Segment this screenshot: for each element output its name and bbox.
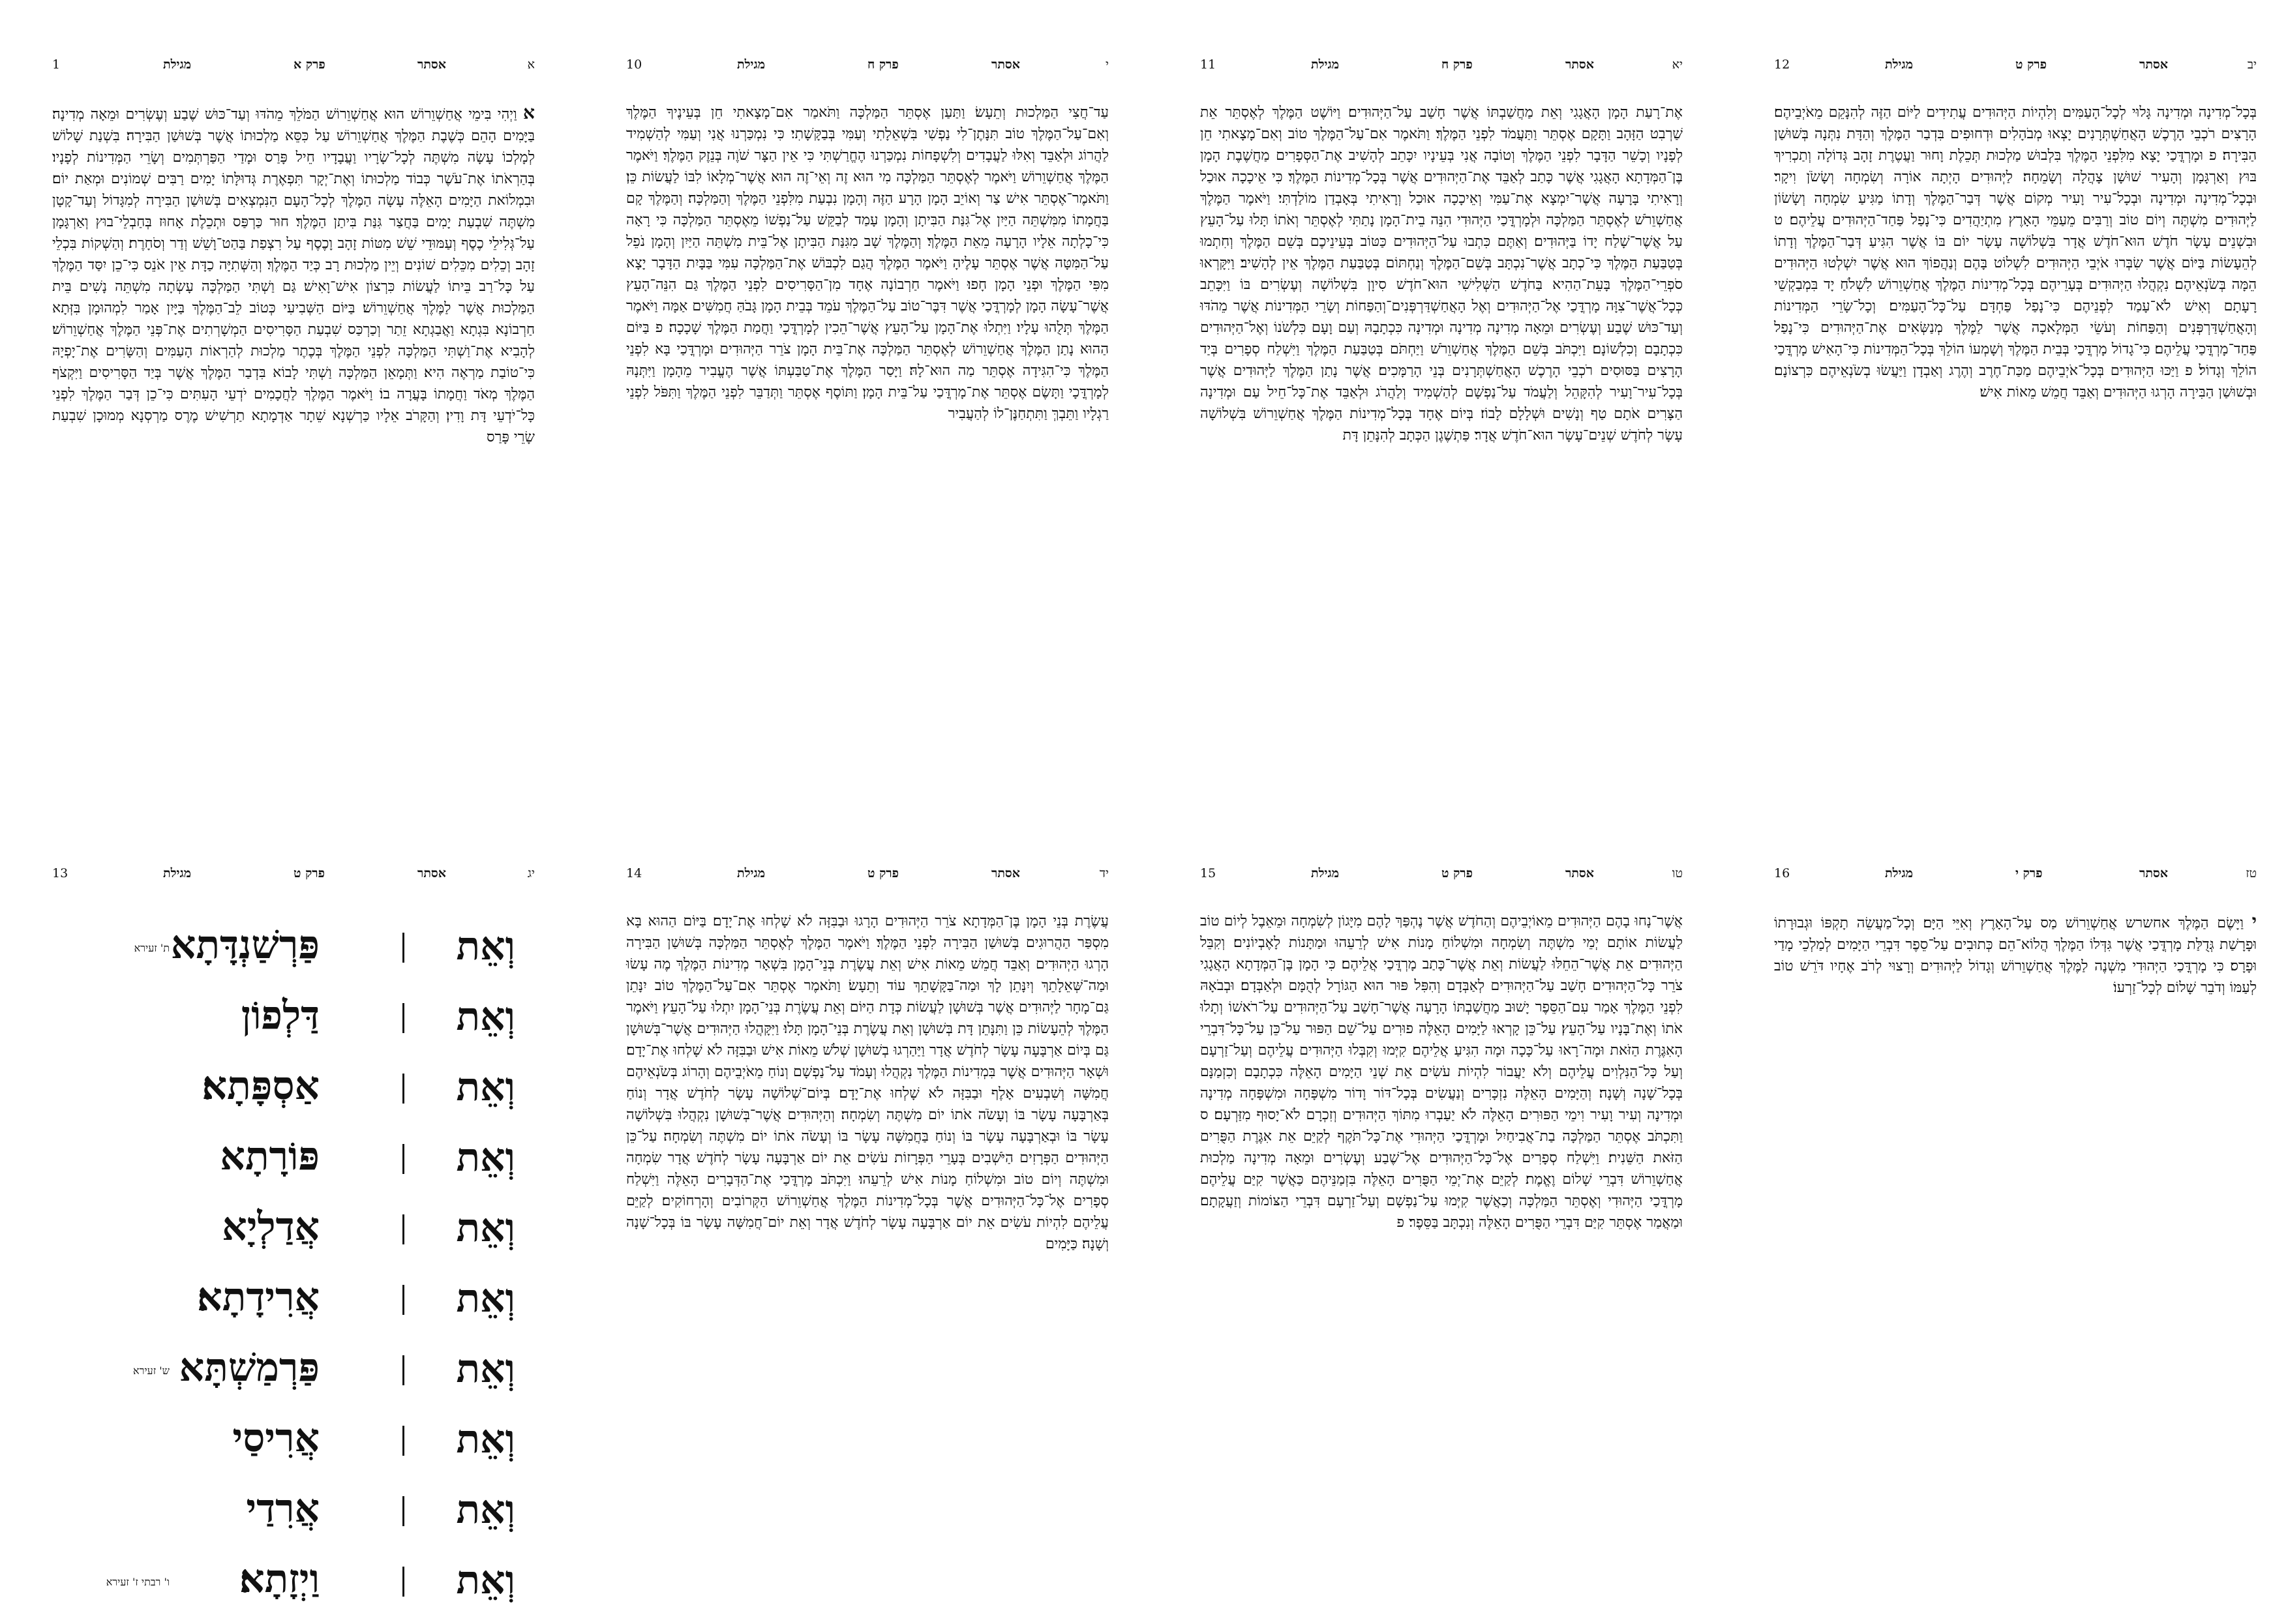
chapter-mark: י bbox=[2251, 910, 2257, 932]
son-row bbox=[52, 1131, 535, 1201]
text-column bbox=[626, 910, 1109, 1255]
veet-word: וְאֵת bbox=[456, 1487, 515, 1533]
chapter-label: פרק י bbox=[2015, 866, 2043, 880]
separator-bar bbox=[402, 1355, 404, 1385]
son-row bbox=[52, 920, 535, 990]
book-label: מגילת bbox=[737, 57, 765, 72]
hebrew-page-number: יד bbox=[1099, 866, 1109, 880]
veet-word: וְאֵת bbox=[456, 1205, 515, 1251]
scroll-label: אסתר bbox=[417, 57, 446, 72]
hebrew-page-number: טז bbox=[2246, 866, 2257, 880]
separator-bar bbox=[402, 1496, 404, 1526]
masoretic-note: ו' רבתי ז' זעירא bbox=[106, 1576, 170, 1588]
separator-bar bbox=[402, 933, 404, 963]
veet-word: וְאֵת bbox=[456, 994, 515, 1040]
hebrew-page-number: א bbox=[527, 57, 535, 72]
son-row bbox=[52, 1201, 535, 1272]
son-row bbox=[52, 990, 535, 1060]
book-label: מגילת bbox=[163, 866, 191, 880]
veet-word: וְאֵת bbox=[456, 1417, 515, 1462]
book-label: מגילת bbox=[1311, 866, 1339, 880]
verse-text: עַד־חֲצִי הַמַּלְכוּת וְתֵעָשׂ׃ וַתַּעַן אֶסְתֵּר הַמַּלְכָּה וַתֹּאמַר אִם־מָצָאתִי חֵן בְּעֵינֶיךָ הַמֶּלֶךְ וְאִם־עַל־הַמֶּלֶךְ טוֹב תִּנָּתֶן־לִי נַפְשִׁי בִּשְׁאֵלָתִי וְעַמִּי בְּבַקָּשָׁתִי׃ כִּי נִמְכַּרְנוּ אֲנִי וְעַמִּי לְהַשְׁמִיד לַהֲרוֹג וּלְאַבֵּד וְאִלּוּ לַעֲבָדִים וְלִשְׁפָחוֹת נִמְכַּרְנוּ הֶחֱרַשְׁתִּי כִּי אֵין הַצָּר שֹׁוֶה בְּנֵזֶק הַמֶּלֶךְ׃ וַיֹּאמֶר הַמֶּלֶךְ אֲחַשְׁוֵרוֹשׁ וַיֹּאמֶר לְאֶסְתֵּר הַמַּלְכָּה מִי הוּא זֶה וְאֵי־זֶה הוּא אֲשֶׁר־מְלָאוֹ לִבּוֹ לַעֲשׂוֹת כֵּן׃ וַתֹּאמֶר־אֶסְתֵּר אִישׁ צַר וְאוֹיֵב הָמָן הָרָע הַזֶּה וְהָמָן נִבְעַת מִלִּפְנֵי הַמֶּלֶךְ וְהַמַּלְכָּה׃ וְהַמֶּלֶךְ קָם בַּחֲמָתוֹ מִמִּשְׁתֵּה הַיַּיִן אֶל־גִּנַּת הַבִּיתָן וְהָמָן עָמַד לְבַקֵּשׁ עַל־נַפְשׁוֹ מֵאֶסְתֵּר הַמַּלְכָּה כִּי רָאָה כִּי־כָלְתָה אֵלָיו הָרָעָה מֵאֵת הַמֶּלֶךְ׃ וְהַמֶּלֶךְ שָׁב מִגִּנַּת הַבִּיתָן אֶל־בֵּית מִשְׁתֵּה הַיַּיִן וְהָמָן נֹפֵל עַל־הַמִּטָּה אֲשֶׁר אֶסְתֵּר עָלֶיהָ וַיֹּאמֶר הַמֶּלֶךְ הֲגַם לִכְבּוֹשׁ אֶת־הַמַּלְכָּה עִמִּי בַּבָּיִת הַדָּבָר יָצָא מִפִּי הַמֶּלֶךְ וּפְנֵי הָמָן חָפוּ׃ וַיֹּאמֶר חַרְבוֹנָה אֶחָד מִן־הַסָּרִיסִים לִפְנֵי הַמֶּלֶךְ גַּם הִנֵּה־הָעֵץ אֲשֶׁר־עָשָׂה הָמָן לְמָרְדֳּכַי אֲשֶׁר דִּבֶּר־טוֹב עַל־הַמֶּלֶךְ עֹמֵד בְּבֵית הָמָן גָּבֹהַּ חֲמִשִּׁים אַמָּה וַיֹּאמֶר הַמֶּלֶךְ תְּלֻהוּ עָלָיו׃ וַיִּתְלוּ אֶת־הָמָן עַל־הָעֵץ אֲשֶׁר־הֵכִין לְמָרְדֳּכָי וַחֲמַת הַמֶּלֶךְ שָׁכָכָה׃ פ בַּיּוֹם הַהוּא נָתַן הַמֶּלֶךְ אֲחַשְׁוֵרוֹשׁ לְאֶסְתֵּר הַמַּלְכָּה אֶת־בֵּית הָמָן צֹרֵר הַיְּהוּדִים וּמָרְדֳּכַי בָּא לִפְנֵי הַמֶּלֶךְ כִּי־הִגִּידָה אֶסְתֵּר מַה הוּא־לָהּ׃ וַיָּסַר הַמֶּלֶךְ אֶת־טַבַּעְתּוֹ אֲשֶׁר הֶעֱבִיר מֵהָמָן וַיִּתְּנָהּ לְמָרְדֳּכָי וַתָּשֶׂם אֶסְתֵּר אֶת־מָרְדֳּכַי עַל־בֵּית הָמָן׃ וַתּוֹסֶף אֶסְתֵּר וַתְּדַבֵּר לִפְנֵי הַמֶּלֶךְ וַתִּפֹּל לִפְנֵי רַגְלָיו וַתֵּבְךְּ וַתִּתְחַנֶּן־לוֹ לְהַעֲבִיר bbox=[626, 104, 1109, 422]
scroll-label: אסתר bbox=[2139, 57, 2168, 72]
page-11 bbox=[1200, 52, 1683, 446]
page-header bbox=[52, 52, 535, 78]
verse-text: וַיְהִי בִּימֵי אֲחַשְׁוֵרוֹשׁ הוּא אֲחַשְׁוֵרוֹשׁ הַמֹּלֵךְ מֵהֹדּוּ וְעַד־כּוּשׁ שֶׁבַע וְעֶשְׂרִים וּמֵאָה מְדִינָה׃ בַּיָּמִים הָהֵם כְּשֶׁבֶת הַמֶּלֶךְ אֲחַשְׁוֵרוֹשׁ עַל כִּסֵּא מַלְכוּתוֹ אֲשֶׁר בְּשׁוּשַׁן הַבִּירָה׃ בִּשְׁנַת שָׁלוֹשׁ לְמָלְכוֹ עָשָׂה מִשְׁתֶּה לְכָל־שָׂרָיו וַעֲבָדָיו חֵיל פָּרַס וּמָדַי הַפַּרְתְּמִים וְשָׂרֵי הַמְּדִינוֹת לְפָנָיו׃ בְּהַרְאֹתוֹ אֶת־עֹשֶׁר כְּבוֹד מַלְכוּתוֹ וְאֶת־יְקָר תִּפְאֶרֶת גְּדוּלָּתוֹ יָמִים רַבִּים שְׁמוֹנִים וּמְאַת יוֹם׃ וּבִמְלוֹאת הַיָּמִים הָאֵלֶּה עָשָׂה הַמֶּלֶךְ לְכָל־הָעָם הַנִּמְצְאִים בְּשׁוּשַׁן הַבִּירָה לְמִגָּדוֹל וְעַד־קָטָן מִשְׁתֶּה שִׁבְעַת יָמִים בַּחֲצַר גִּנַּת בִּיתַן הַמֶּלֶךְ׃ חוּר כַּרְפַּס וּתְכֵלֶת אָחוּז בְּחַבְלֵי־בוּץ וְאַרְגָּמָן עַל־גְּלִילֵי כֶסֶף וְעַמּוּדֵי שֵׁשׁ מִטּוֹת זָהָב וָכֶסֶף עַל רִצְפַת בַּהַט־וָשֵׁשׁ וְדַר וְסֹחָרֶת׃ וְהַשְׁקוֹת בִּכְלֵי זָהָב וְכֵלִים מִכֵּלִים שׁוֹנִים וְיֵין מַלְכוּת רָב כְּיַד הַמֶּלֶךְ׃ וְהַשְּׁתִיָּה כַדָּת אֵין אֹנֵס כִּי־כֵן יִסַּד הַמֶּלֶךְ עַל כָּל־רַב בֵּיתוֹ לַעֲשׂוֹת כִּרְצוֹן אִישׁ־וָאִישׁ׃ גַּם וַשְׁתִּי הַמַּלְכָּה עָשְׂתָה מִשְׁתֵּה נָשִׁים בֵּית הַמַּלְכוּת אֲשֶׁר לַמֶּלֶךְ אֲחַשְׁוֵרוֹשׁ׃ בַּיּוֹם הַשְּׁבִיעִי כְּטוֹב לֵב־הַמֶּלֶךְ בַּיָּיִן אָמַר לִמְהוּמָן בִּזְּתָא חַרְבוֹנָא בִּגְתָא וַאֲבַגְתָא זֵתַר וְכַרְכַּס שִׁבְעַת הַסָּרִיסִים הַמְשָׁרְתִים אֶת־פְּנֵי הַמֶּלֶךְ אֲחַשְׁוֵרוֹשׁ׃ לְהָבִיא אֶת־וַשְׁתִּי הַמַּלְכָּה לִפְנֵי הַמֶּלֶךְ בְּכֶתֶר מַלְכוּת לְהַרְאוֹת הָעַמִּים וְהַשָּׂרִים אֶת־יָפְיָהּ כִּי־טוֹבַת מַרְאֶה הִיא׃ וַתְּמָאֵן הַמַּלְכָּה וַשְׁתִּי לָבוֹא בִּדְבַר הַמֶּלֶךְ אֲשֶׁר בְּיַד הַסָּרִיסִים וַיִּקְצֹף הַמֶּלֶךְ מְאֹד וַחֲמָתוֹ בָּעֲרָה בוֹ׃ וַיֹּאמֶר הַמֶּלֶךְ לַחֲכָמִים יֹדְעֵי הָעִתִּים כִּי־כֵן דְּבַר הַמֶּלֶךְ לִפְנֵי כָּל־יֹדְעֵי דָּת וָדִין׃ וְהַקָּרֹב אֵלָיו כַּרְשְׁנָא שֵׁתָר אַדְמָתָא תַרְשִׁישׁ מֶרֶס מַרְסְנָא מְמוּכָן שִׁבְעַת שָׂרֵי פָּרַס bbox=[52, 106, 535, 445]
page-14 bbox=[626, 861, 1109, 1255]
son-name: פּוֹרָתָא bbox=[220, 1134, 320, 1179]
page-15 bbox=[1200, 861, 1683, 1233]
page-header bbox=[1200, 861, 1683, 887]
scroll-label: אסתר bbox=[1565, 57, 1594, 72]
book-label: מגילת bbox=[737, 866, 765, 880]
son-name: אֲרִידָתָא׃ bbox=[197, 1274, 320, 1320]
book-label: מגילת bbox=[1885, 57, 1913, 72]
book-label: מגילת bbox=[163, 57, 191, 72]
text-column bbox=[1200, 102, 1683, 446]
separator-bar bbox=[402, 1144, 404, 1174]
scroll-label: אסתר bbox=[991, 57, 1020, 72]
chapter-label: פרק ט bbox=[2015, 57, 2047, 72]
page-1 bbox=[52, 52, 535, 448]
chapter-label: פרק ח bbox=[1441, 57, 1473, 72]
page-header bbox=[626, 861, 1109, 887]
page-header bbox=[1200, 52, 1683, 78]
page-header bbox=[626, 52, 1109, 78]
text-column bbox=[52, 102, 535, 448]
chapter-mark: א bbox=[523, 102, 535, 123]
page-number: 13 bbox=[52, 866, 68, 880]
sons-of-haman-list bbox=[52, 920, 535, 1624]
scroll-label: אסתר bbox=[991, 866, 1020, 880]
son-row bbox=[52, 1413, 535, 1483]
veet-word: וְאֵת bbox=[456, 1557, 515, 1603]
page-number: 14 bbox=[626, 866, 642, 880]
masoretic-note: ת' זעירא bbox=[134, 942, 170, 954]
scroll-label: אסתר bbox=[1565, 866, 1594, 880]
scroll-label: אסתר bbox=[2139, 866, 2168, 880]
masoretic-note: ש' זעירא bbox=[133, 1364, 170, 1377]
chapter-label: פרק ח bbox=[867, 57, 899, 72]
text-column bbox=[1200, 910, 1683, 1233]
verse-text: עֲשֶׂרֶת בְּנֵי הָמָן בֶּן־הַמְּדָתָא צֹרֵר הַיְּהוּדִים הָרָגוּ וּבַבִּזָּה לֹא שָׁלְחוּ אֶת־יָדָם׃ בַּיּוֹם הַהוּא בָּא מִסְפַּר הַהֲרוּגִים בְּשׁוּשַׁן הַבִּירָה לִפְנֵי הַמֶּלֶךְ׃ וַיֹּאמֶר הַמֶּלֶךְ לְאֶסְתֵּר הַמַּלְכָּה בְּשׁוּשַׁן הַבִּירָה הָרְגוּ הַיְּהוּדִים וְאַבֵּד חֲמֵשׁ מֵאוֹת אִישׁ וְאֵת עֲשֶׂרֶת בְּנֵי־הָמָן בִּשְׁאָר מְדִינוֹת הַמֶּלֶךְ מֶה עָשׂוּ וּמַה־שְּׁאֵלָתֵךְ וְיִנָּתֵן לָךְ וּמַה־בַּקָּשָׁתֵךְ עוֹד וְתֵעָשׂ׃ וַתֹּאמֶר אֶסְתֵּר אִם־עַל־הַמֶּלֶךְ טוֹב יִנָּתֵן גַּם־מָחָר לַיְּהוּדִים אֲשֶׁר בְּשׁוּשָׁן לַעֲשׂוֹת כְּדָת הַיּוֹם וְאֵת עֲשֶׂרֶת בְּנֵי־הָמָן יִתְלוּ עַל־הָעֵץ׃ וַיֹּאמֶר הַמֶּלֶךְ לְהֵעָשׂוֹת כֵּן וַתִּנָּתֵן דָּת בְּשׁוּשָׁן וְאֵת עֲשֶׂרֶת בְּנֵי־הָמָן תָּלוּ׃ וַיִּקָּהֲלוּ הַיְּהוּדִים אֲשֶׁר־בְּשׁוּשָׁן גַּם בְּיוֹם אַרְבָּעָה עָשָׂר לְחֹדֶשׁ אֲדָר וַיַּהַרְגוּ בְשׁוּשָׁן שְׁלֹשׁ מֵאוֹת אִישׁ וּבַבִּזָּה לֹא שָׁלְחוּ אֶת־יָדָם׃ וּשְׁאָר הַיְּהוּדִים אֲשֶׁר בִּמְדִינוֹת הַמֶּלֶךְ נִקְהֲלוּ וְעָמֹד עַל־נַפְשָׁם וְנוֹחַ מֵאֹיְבֵיהֶם וְהָרוֹג בְּשֹׂנְאֵיהֶם חֲמִשָּׁה וְשִׁבְעִים אָלֶף וּבַבִּזָּה לֹא שָׁלְחוּ אֶת־יָדָם׃ בְּיוֹם־שְׁלוֹשָׁה עָשָׂר לְחֹדֶשׁ אֲדָר וְנוֹחַ בְּאַרְבָּעָה עָשָׂר בּוֹ וְעָשֹׂה אֹתוֹ יוֹם מִשְׁתֶּה וְשִׂמְחָה׃ וְהַיְּהוּדִים אֲשֶׁר־בְּשׁוּשָׁן נִקְהֲלוּ בִּשְׁלוֹשָׁה עָשָׂר בּוֹ וּבְאַרְבָּעָה עָשָׂר בּוֹ וְנוֹחַ בַּחֲמִשָּׁה עָשָׂר בּוֹ וְעָשֹׂה אֹתוֹ יוֹם מִשְׁתֶּה וְשִׂמְחָה׃ עַל־כֵּן הַיְּהוּדִים הַפְּרָזִים הַיֹּשְׁבִים בְּעָרֵי הַפְּרָזוֹת עֹשִׂים אֵת יוֹם אַרְבָּעָה עָשָׂר לְחֹדֶשׁ אֲדָר שִׂמְחָה וּמִשְׁתֶּה וְיוֹם טוֹב וּמִשְׁלוֹחַ מָנוֹת אִישׁ לְרֵעֵהוּ׃ וַיִּכְתֹּב מָרְדֳּכַי אֶת־הַדְּבָרִים הָאֵלֶּה וַיִּשְׁלַח סְפָרִים אֶל־כָּל־הַיְּהוּדִים אֲשֶׁר בְּכָל־מְדִינוֹת הַמֶּלֶךְ אֲחַשְׁוֵרוֹשׁ הַקְּרוֹבִים וְהָרְחוֹקִים׃ לְקַיֵּם עֲלֵיהֶם לִהְיוֹת עֹשִׂים אֵת יוֹם אַרְבָּעָה עָשָׂר לְחֹדֶשׁ אֲדָר וְאֵת יוֹם־חֲמִשָּׁה עָשָׂר בּוֹ בְּכָל־שָׁנָה וְשָׁנָה׃ כַּיָּמִים bbox=[626, 913, 1109, 1252]
book-label: מגילת bbox=[1311, 57, 1339, 72]
page-16 bbox=[1774, 861, 2257, 999]
verse-text: וַיָּשֶׂם הַמֶּלֶךְ אחשרש אֲחַשְׁוֵרוֹשׁ מַס עַל־הָאָרֶץ וְאִיֵּי הַיָּם׃ וְכָל־מַעֲשֵׂה תָקְפּוֹ וּגְבוּרָתוֹ וּפָרָשַׁת גְּדֻלַּת מָרְדֳּכַי אֲשֶׁר גִּדְּלוֹ הַמֶּלֶךְ הֲלוֹא־הֵם כְּתוּבִים עַל־סֵפֶר דִּבְרֵי הַיָּמִים לְמַלְכֵי מָדַי וּפָרָס׃ כִּי מָרְדֳּכַי הַיְּהוּדִי מִשְׁנֶה לַמֶּלֶךְ אֲחַשְׁוֵרוֹשׁ וְגָדוֹל לַיְּהוּדִים וְרָצוּי לְרֹב אֶחָיו דֹּרֵשׁ טוֹב לְעַמּוֹ וְדֹבֵר שָׁלוֹם לְכָל־זַרְעוֹ׃ bbox=[1774, 915, 2257, 996]
separator-bar bbox=[402, 1285, 404, 1315]
page-header bbox=[1774, 861, 2257, 887]
veet-word: וְאֵת bbox=[456, 924, 515, 969]
text-column bbox=[1774, 910, 2257, 999]
page-header bbox=[52, 861, 535, 887]
page-number: 10 bbox=[626, 57, 642, 72]
hebrew-page-number: יג bbox=[527, 866, 535, 880]
son-name: פַּרְמַשְׁתָּא bbox=[179, 1345, 320, 1391]
son-row bbox=[52, 1483, 535, 1554]
son-name: אֲרִיסַי bbox=[232, 1415, 320, 1461]
son-row bbox=[52, 1060, 535, 1131]
son-name: דַּלְפוֹן bbox=[241, 993, 320, 1038]
separator-bar bbox=[402, 1567, 404, 1597]
chapter-label: פרק א bbox=[294, 57, 325, 72]
page-number: 11 bbox=[1200, 57, 1216, 72]
chapter-label: פרק ט bbox=[1441, 866, 1473, 880]
chapter-label: פרק ט bbox=[294, 866, 325, 880]
page-12 bbox=[1774, 52, 2257, 403]
verse-text: אֶת־רָעַת הָמָן הָאֲגָגִי וְאֵת מַחֲשַׁבְתּוֹ אֲשֶׁר חָשַׁב עַל־הַיְּהוּדִים׃ וַיּוֹשֶׁט הַמֶּלֶךְ לְאֶסְתֵּר אֵת שַׁרְבִט הַזָּהָב וַתָּקָם אֶסְתֵּר וַתַּעֲמֹד לִפְנֵי הַמֶּלֶךְ׃ וַתֹּאמֶר אִם־עַל־הַמֶּלֶךְ טוֹב וְאִם־מָצָאתִי חֵן לְפָנָיו וְכָשֵׁר הַדָּבָר לִפְנֵי הַמֶּלֶךְ וְטוֹבָה אֲנִי בְּעֵינָיו יִכָּתֵב לְהָשִׁיב אֶת־הַסְּפָרִים מַחֲשֶׁבֶת הָמָן בֶּן־הַמְּדָתָא הָאֲגָגִי אֲשֶׁר כָּתַב לְאַבֵּד אֶת־הַיְּהוּדִים אֲשֶׁר בְּכָל־מְדִינוֹת הַמֶּלֶךְ׃ כִּי אֵיכָכָה אוּכַל וְרָאִיתִי בָּרָעָה אֲשֶׁר־יִמְצָא אֶת־עַמִּי וְאֵיכָכָה אוּכַל וְרָאִיתִי בְּאָבְדַן מוֹלַדְתִּי׃ וַיֹּאמֶר הַמֶּלֶךְ אֲחַשְׁוֵרֹשׁ לְאֶסְתֵּר הַמַּלְכָּה וּלְמָרְדֳּכַי הַיְּהוּדִי הִנֵּה בֵית־הָמָן נָתַתִּי לְאֶסְתֵּר וְאֹתוֹ תָּלוּ עַל־הָעֵץ עַל אֲשֶׁר־שָׁלַח יָדוֹ בַּיְּהוּדִים׃ וְאַתֶּם כִּתְבוּ עַל־הַיְּהוּדִים כַּטּוֹב בְּעֵינֵיכֶם בְּשֵׁם הַמֶּלֶךְ וְחִתְמוּ בְּטַבַּעַת הַמֶּלֶךְ כִּי־כְתָב אֲשֶׁר־נִכְתָּב בְּשֵׁם־הַמֶּלֶךְ וְנַחְתּוֹם בְּטַבַּעַת הַמֶּלֶךְ אֵין לְהָשִׁיב׃ וַיִּקָּרְאוּ סֹפְרֵי־הַמֶּלֶךְ בָּעֵת־הַהִיא בַּחֹדֶשׁ הַשְּׁלִישִׁי הוּא־חֹדֶשׁ סִיוָן בִּשְׁלוֹשָׁה וְעֶשְׂרִים בּוֹ וַיִּכָּתֵב כְּכָל־אֲשֶׁר־צִוָּה מָרְדֳּכַי אֶל־הַיְּהוּדִים וְאֶל הָאֲחַשְׁדַּרְפְּנִים־וְהַפַּחוֹת וְשָׂרֵי הַמְּדִינוֹת אֲשֶׁר מֵהֹדּוּ וְעַד־כּוּשׁ שֶׁבַע וְעֶשְׂרִים וּמֵאָה מְדִינָה מְדִינָה וּמְדִינָה כִּכְתָבָהּ וְעַם וָעָם כִּלְשֹׁנוֹ וְאֶל־הַיְּהוּדִים כִּכְתָבָם וְכִלְשׁוֹנָם׃ וַיִּכְתֹּב בְּשֵׁם הַמֶּלֶךְ אֲחַשְׁוֵרֹשׁ וַיַּחְתֹּם בְּטַבַּעַת הַמֶּלֶךְ וַיִּשְׁלַח סְפָרִים בְּיַד הָרָצִים בַּסּוּסִים רֹכְבֵי הָרֶכֶשׁ הָאֲחַשְׁתְּרָנִים בְּנֵי הָרַמָּכִים׃ אֲשֶׁר נָתַן הַמֶּלֶךְ לַיְּהוּדִים אֲשֶׁר בְּכָל־עִיר־וָעִיר לְהִקָּהֵל וְלַעֲמֹד עַל־נַפְשָׁם לְהַשְׁמִיד וְלַהֲרֹג וּלְאַבֵּד אֶת־כָּל־חֵיל עַם וּמְדִינָה הַצָּרִים אֹתָם טַף וְנָשִׁים וּשְׁלָלָם לָבוֹז׃ בְּיוֹם אֶחָד בְּכָל־מְדִינוֹת הַמֶּלֶךְ אֲחַשְׁוֵרוֹשׁ בִּשְׁלוֹשָׁה עָשָׂר לְחֹדֶשׁ שְׁנֵים־עָשָׂר הוּא־חֹדֶשׁ אֲדָר׃ פַּתְשֶׁגֶן הַכְּתָב לְהִנָּתֵן דָּת bbox=[1200, 104, 1683, 444]
hebrew-page-number: י bbox=[1106, 57, 1109, 72]
hebrew-page-number: יא bbox=[1672, 57, 1683, 72]
son-name: אֲרִדַי bbox=[246, 1486, 320, 1531]
page-number: 16 bbox=[1774, 866, 1790, 880]
son-name: וַיְזָתָא׃ bbox=[239, 1556, 320, 1602]
son-row bbox=[52, 1554, 535, 1624]
hebrew-page-number: יב bbox=[2247, 57, 2257, 72]
veet-word: וְאֵת bbox=[456, 1276, 515, 1321]
separator-bar bbox=[402, 1074, 404, 1104]
veet-word: וְאֵת bbox=[456, 1346, 515, 1392]
veet-word: וְאֵת bbox=[456, 1064, 515, 1110]
page-10 bbox=[626, 52, 1109, 425]
son-row bbox=[52, 1342, 535, 1413]
text-column bbox=[626, 102, 1109, 425]
separator-bar bbox=[402, 1003, 404, 1033]
verse-text: אֲשֶׁר־נָחוּ בָהֶם הַיְּהוּדִים מֵאוֹיְבֵיהֶם וְהַחֹדֶשׁ אֲשֶׁר נֶהְפַּךְ לָהֶם מִיָּגוֹן לְשִׂמְחָה וּמֵאֵבֶל לְיוֹם טוֹב לַעֲשׂוֹת אוֹתָם יְמֵי מִשְׁתֶּה וְשִׂמְחָה וּמִשְׁלוֹחַ מָנוֹת אִישׁ לְרֵעֵהוּ וּמַתָּנוֹת לָאֶבְיוֹנִים׃ וְקִבֵּל הַיְּהוּדִים אֵת אֲשֶׁר־הֵחֵלּוּ לַעֲשׂוֹת וְאֵת אֲשֶׁר־כָּתַב מָרְדֳּכַי אֲלֵיהֶם׃ כִּי הָמָן בֶּן־הַמְּדָתָא הָאֲגָגִי צֹרֵר כָּל־הַיְּהוּדִים חָשַׁב עַל־הַיְּהוּדִים לְאַבְּדָם וְהִפִּל פּוּר הוּא הַגּוֹרָל לְהֻמָּם וּלְאַבְּדָם׃ וּבְבֹאָהּ לִפְנֵי הַמֶּלֶךְ אָמַר עִם־הַסֵּפֶר יָשׁוּב מַחֲשַׁבְתּוֹ הָרָעָה אֲשֶׁר־חָשַׁב עַל־הַיְּהוּדִים עַל־רֹאשׁוֹ וְתָלוּ אֹתוֹ וְאֶת־בָּנָיו עַל־הָעֵץ׃ עַל־כֵּן קָרְאוּ לַיָּמִים הָאֵלֶּה פוּרִים עַל־שֵׁם הַפּוּר עַל־כֵּן עַל־כָּל־דִּבְרֵי הָאִגֶּרֶת הַזֹּאת וּמָה־רָאוּ עַל־כָּכָה וּמָה הִגִּיעַ אֲלֵיהֶם׃ קִיְּמוּ וְקִבְּלוּ הַיְּהוּדִים עֲלֵיהֶם וְעַל־זַרְעָם וְעַל כָּל־הַנִּלְוִים עֲלֵיהֶם וְלֹא יַעֲבוֹר לִהְיוֹת עֹשִׂים אֵת שְׁנֵי הַיָּמִים הָאֵלֶּה כִּכְתָבָם וְכִזְמַנָּם בְּכָל־שָׁנָה וְשָׁנָה׃ וְהַיָּמִים הָאֵלֶּה נִזְכָּרִים וְנַעֲשִׂים בְּכָל־דּוֹר וָדוֹר מִשְׁפָּחָה וּמִשְׁפָּחָה מְדִינָה וּמְדִינָה וְעִיר וָעִיר וִימֵי הַפּוּרִים הָאֵלֶּה לֹא יַעַבְרוּ מִתּוֹךְ הַיְּהוּדִים וְזִכְרָם לֹא־יָסוּף מִזַּרְעָם׃ ס וַתִּכְתֹּב אֶסְתֵּר הַמַּלְכָּה בַת־אֲבִיחַיִל וּמָרְדֳּכַי הַיְּהוּדִי אֶת־כָּל־תֹּקֶף לְקַיֵּם אֵת אִגֶּרֶת הַפֻּרִים הַזֹּאת הַשֵּׁנִית׃ וַיִּשְׁלַח סְפָרִים אֶל־כָּל־הַיְּהוּדִים אֶל־שֶׁבַע וְעֶשְׂרִים וּמֵאָה מְדִינָה מַלְכוּת אֲחַשְׁוֵרוֹשׁ דִּבְרֵי שָׁלוֹם וֶאֱמֶת׃ לְקַיֵּם אֶת־יְמֵי הַפֻּרִים הָאֵלֶּה בִּזְמַנֵּיהֶם כַּאֲשֶׁר קִיַּם עֲלֵיהֶם מָרְדֳּכַי הַיְּהוּדִי וְאֶסְתֵּר הַמַּלְכָּה וְכַאֲשֶׁר קִיְּמוּ עַל־נַפְשָׁם וְעַל־זַרְעָם דִּבְרֵי הַצּוֹמוֹת וְזַעֲקָתָם׃ וּמַאֲמַר אֶסְתֵּר קִיַּם דִּבְרֵי הַפֻּרִים הָאֵלֶּה וְנִכְתָּב בַּסֵּפֶר׃ פ bbox=[1200, 913, 1683, 1231]
separator-bar bbox=[402, 1214, 404, 1244]
hebrew-page-number: טו bbox=[1672, 866, 1683, 880]
son-name: פַּרְשַׁנְדָּתָא bbox=[170, 922, 320, 968]
page-13 bbox=[52, 861, 535, 1624]
verse-text: בְּכָל־מְדִינָה וּמְדִינָה גָּלוּי לְכָל־הָעַמִּים וְלִהְיוֹת הַיְּהוּדִים עֲתִידִים לַיּוֹם הַזֶּה לְהִנָּקֵם מֵאֹיְבֵיהֶם׃ הָרָצִים רֹכְבֵי הָרֶכֶשׁ הָאֲחַשְׁתְּרָנִים יָצְאוּ מְבֹהָלִים וּדְחוּפִים בִּדְבַר הַמֶּלֶךְ וְהַדָּת נִתְּנָה בְּשׁוּשַׁן הַבִּירָה׃ פ וּמָרְדֳּכַי יָצָא מִלִּפְנֵי הַמֶּלֶךְ בִּלְבוּשׁ מַלְכוּת תְּכֵלֶת וָחוּר וַעֲטֶרֶת זָהָב גְּדוֹלָה וְתַכְרִיךְ בּוּץ וְאַרְגָּמָן וְהָעִיר שׁוּשָׁן צָהֲלָה וְשָׂמֵחָה׃ לַיְּהוּדִים הָיְתָה אוֹרָה וְשִׂמְחָה וְשָׂשֹׂן וִיקָר׃ וּבְכָל־מְדִינָה וּמְדִינָה וּבְכָל־עִיר וָעִיר מְקוֹם אֲשֶׁר דְּבַר־הַמֶּלֶךְ וְדָתוֹ מַגִּיעַ שִׂמְחָה וְשָׂשׂוֹן לַיְּהוּדִים מִשְׁתֶּה וְיוֹם טוֹב וְרַבִּים מֵעַמֵּי הָאָרֶץ מִתְיַהֲדִים כִּי־נָפַל פַּחַד־הַיְּהוּדִים עֲלֵיהֶם׃ ט וּבִשְׁנֵים עָשָׂר חֹדֶשׁ הוּא־חֹדֶשׁ אֲדָר בִּשְׁלוֹשָׁה עָשָׂר יוֹם בּוֹ אֲשֶׁר הִגִּיעַ דְּבַר־הַמֶּלֶךְ וְדָתוֹ לְהֵעָשׂוֹת בַּיּוֹם אֲשֶׁר שִׂבְּרוּ אֹיְבֵי הַיְּהוּדִים לִשְׁלוֹט בָּהֶם וְנַהֲפוֹךְ הוּא אֲשֶׁר יִשְׁלְטוּ הַיְּהוּדִים הֵמָּה בְּשֹׂנְאֵיהֶם׃ נִקְהֲלוּ הַיְּהוּדִים בְּעָרֵיהֶם בְּכָל־מְדִינוֹת הַמֶּלֶךְ אֲחַשְׁוֵרוֹשׁ לִשְׁלֹחַ יָד בִּמְבַקְשֵׁי רָעָתָם וְאִישׁ לֹא־עָמַד לִפְנֵיהֶם כִּי־נָפַל פַּחְדָּם עַל־כָּל־הָעַמִּים׃ וְכָל־שָׂרֵי הַמְּדִינוֹת וְהָאֲחַשְׁדַּרְפְּנִים וְהַפַּחוֹת וְעֹשֵׂי הַמְּלָאכָה אֲשֶׁר לַמֶּלֶךְ מְנַשְּׂאִים אֶת־הַיְּהוּדִים כִּי־נָפַל פַּחַד־מָרְדֳּכַי עֲלֵיהֶם׃ כִּי־גָדוֹל מָרְדֳּכַי בְּבֵית הַמֶּלֶךְ וְשָׁמְעוֹ הוֹלֵךְ בְּכָל־הַמְּדִינוֹת כִּי־הָאִישׁ מָרְדֳּכַי הוֹלֵךְ וְגָדוֹל׃ פ וַיַּכּוּ הַיְּהוּדִים בְּכָל־אֹיְבֵיהֶם מַכַּת־חֶרֶב וְהֶרֶג וְאַבְדָן וַיַּעֲשׂוּ בְשֹׂנְאֵיהֶם כִּרְצוֹנָם׃ וּבְשׁוּשַׁן הַבִּירָה הָרְגוּ הַיְּהוּדִים וְאַבֵּד חֲמֵשׁ מֵאוֹת אִישׁ׃ bbox=[1774, 104, 2257, 400]
veet-word: וְאֵת bbox=[456, 1135, 515, 1180]
chapter-label: פרק ט bbox=[867, 866, 899, 880]
son-name: אַסְפָּתָא׃ bbox=[202, 1063, 320, 1109]
scroll-label: אסתר bbox=[417, 866, 446, 880]
page-header bbox=[1774, 52, 2257, 78]
separator-bar bbox=[402, 1426, 404, 1456]
book-label: מגילת bbox=[1885, 866, 1913, 880]
son-name: אֲדַלְיָא bbox=[222, 1204, 320, 1250]
page-number: 1 bbox=[52, 57, 61, 72]
son-row bbox=[52, 1272, 535, 1342]
text-column bbox=[1774, 102, 2257, 403]
page-number: 15 bbox=[1200, 866, 1216, 880]
page-number: 12 bbox=[1774, 57, 1790, 72]
